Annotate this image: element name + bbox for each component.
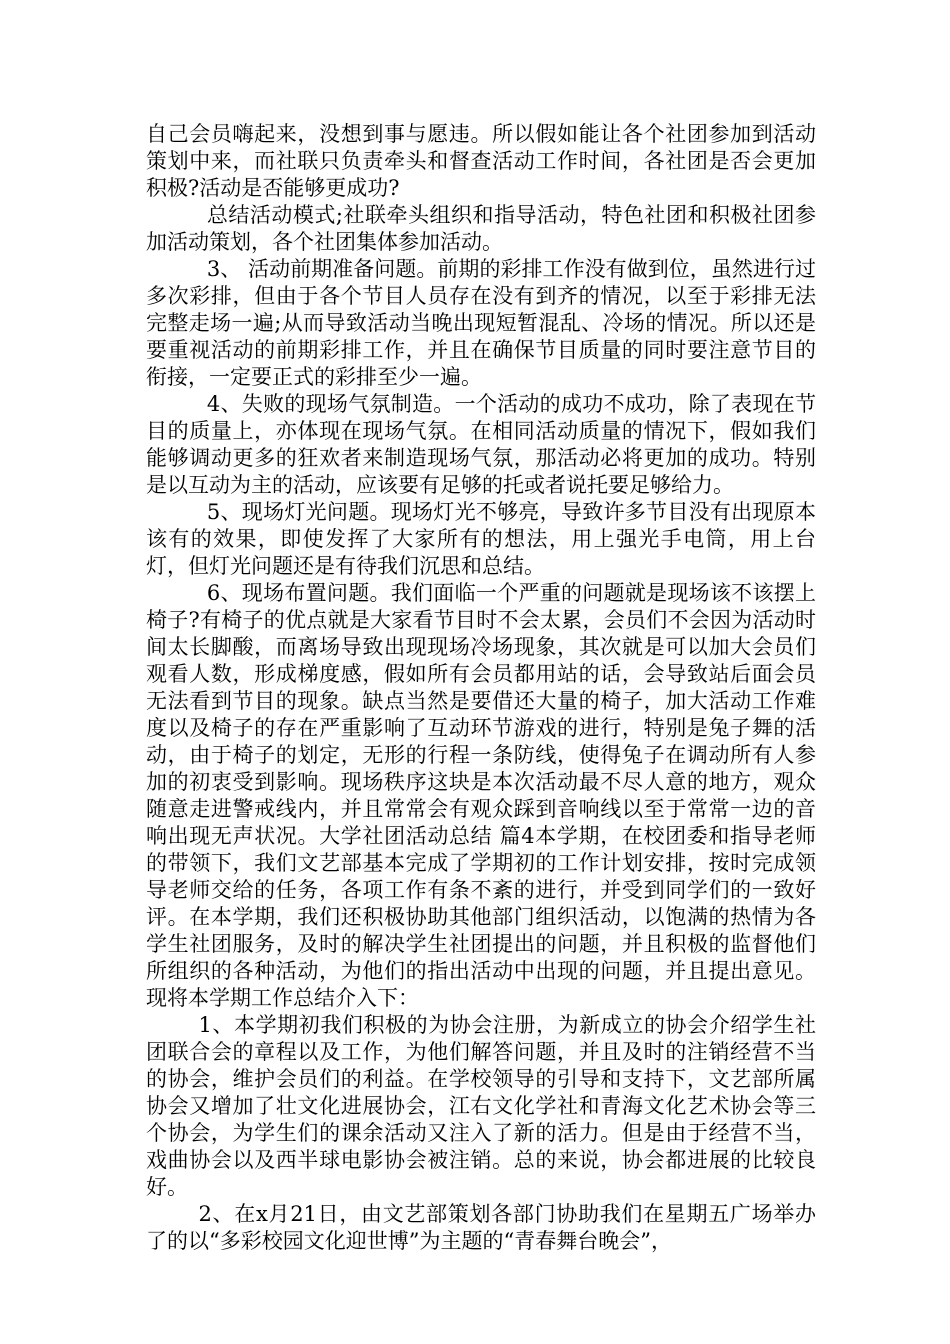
paragraph-3: 3、 活动前期准备问题。前期的彩排工作没有做到位，虽然进行过多次彩排，但由于各个节目人员存在没有到齐的情况，以至于彩排无法完整走场一遍;从而导致活动当晚出现短暂混乱、冷场的情况。所以还是要重视活动的前期彩排工作，并且在确保节目质量的同时要注意节目的衔接，一定要正式的彩排至少一遍。 [146,257,816,389]
paragraph-5: 5、现场灯光问题。现场灯光不够亮，导致许多节目没有出现原本该有的效果，即使发挥了大家所有的想法，用上强光手电筒，用上台灯，但灯光问题还是有待我们沉思和总结。 [146,500,816,578]
paragraph-1: 自己会员嗨起来，没想到事与愿违。所以假如能让各个社团参加到活动策划中来，而社联只负责牵头和督查活动工作时间，各社团是否会更加积极?活动是否能够更成功? [146,122,816,200]
paragraph-4: 4、失败的现场气氛制造。一个活动的成功不成功，除了表现在节目的质量上，亦体现在现场气氛。在相同活动质量的情况下，假如我们能够调动更多的狂欢者来制造现场气氛，那活动必将更加的成功。特别是以互动为主的活动，应该要有足够的托或者说托要足够给力。 [146,392,816,497]
paragraph-2: 总结活动模式;社联牵头组织和指导活动，特色社团和积极社团参加活动策划，各个社团集体参加活动。 [146,203,816,254]
paragraph-6: 6、现场布置问题。我们面临一个严重的问题就是现场该不该摆上椅子?有椅子的优点就是大家看节目时不会太累，会员们不会因为活动时间太长脚酸，而离场导致出现现场冷场现象，其次就是可以加大会员们观看人数，形成梯度感，假如所有会员都用站的话，会导致站后面会员无法看到节目的现象。缺点当然是要借还大量的椅子，加大活动工作难度以及椅子的存在严重影响了互动环节游戏的进行，特别是兔子舞的活动，由于椅子的划定，无形的行程一条防线，使得兔子在调动所有人参加的初衷受到影响。现场秩序这块是本次活动最不尽人意的地方，观众随意走进警戒线内，并且常常会有观众踩到音响线以至于常常一边的音响出现无声状况。大学社团活动总结 篇4本学期，在校团委和指导老师的带领下，我们文艺部基本完成了学期初的工作计划安排，按时完成领导老师交给的任务，各项工作有条不紊的进行，并受到同学们的一致好评。在本学期，我们还积极协助其他部门组织活动，以饱满的热情为各学生社团服务，及时的解决学生社团提出的问题，并且积极的监督他们所组织的各种活动，为他们的指出活动中出现的问题，并且提出意见。现将本学期工作总结介入下： [146,581,816,1010]
paragraph-8: 2、在x月21日，由文艺部策划各部门协助我们在星期五广场举办了的以“多彩校园文化迎世博”为主题的“青春舞台晚会”， [146,1202,816,1253]
paragraph-7: 1、本学期初我们积极的为协会注册，为新成立的协会介绍学生社团联合会的章程以及工作，为他们解答问题，并且及时的注销经营不当的协会，维护会员们的利益。在学校领导的引导和支持下，文艺部所属协会又增加了壮文化进展协会，江右文化学社和青海文化艺术协会等三个协会，为学生们的课余活动又注入了新的活力。但是由于经营不当，戏曲协会以及西半球电影协会被注销。总的来说，协会都进展的比较良好。 [146,1013,816,1199]
document-body [146,121,816,1255]
